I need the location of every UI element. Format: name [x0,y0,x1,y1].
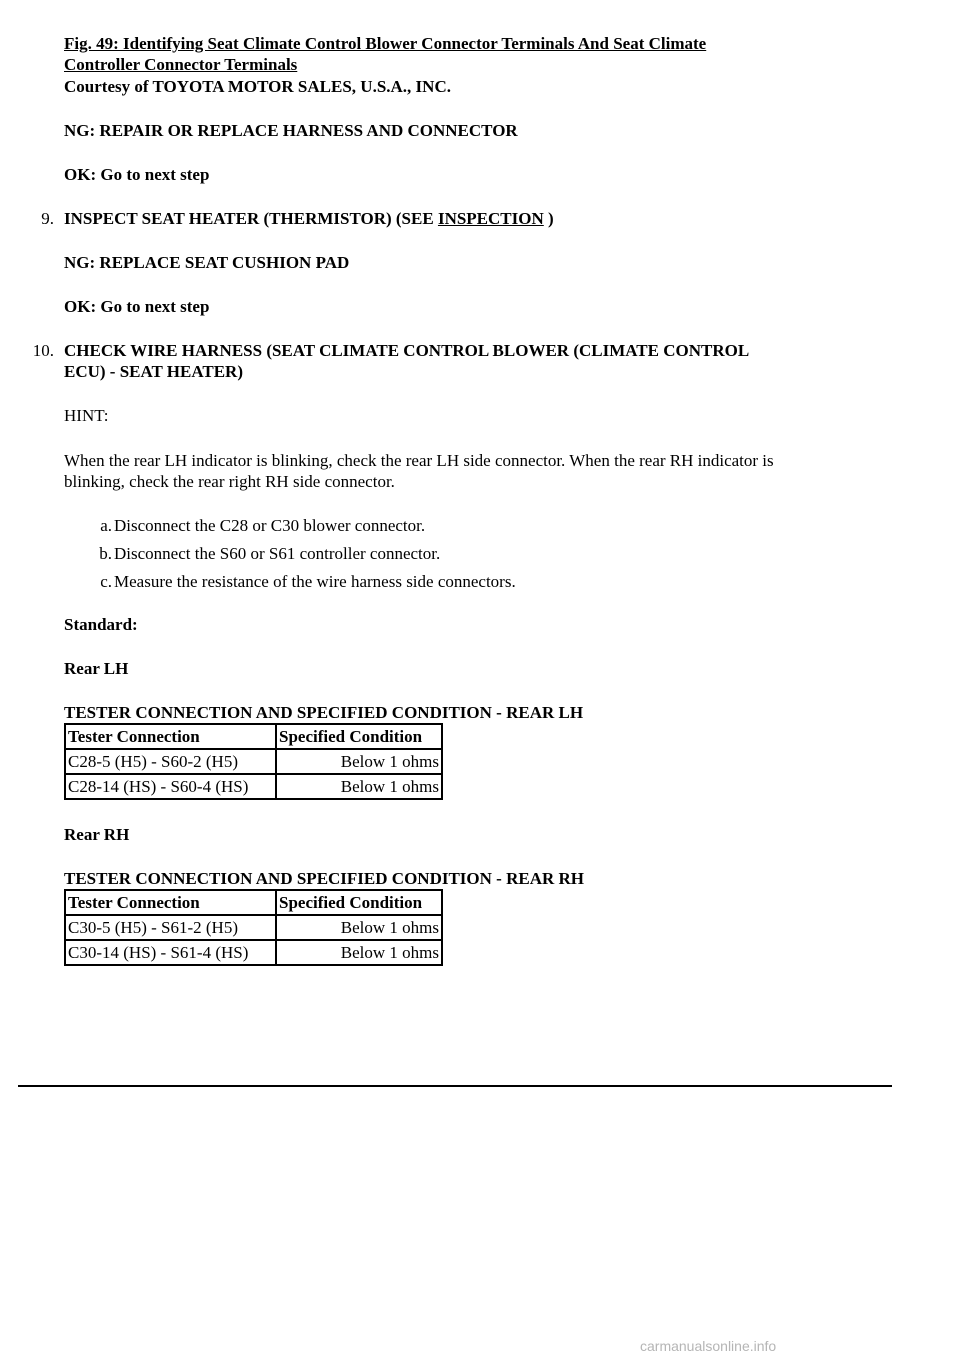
rear-lh-label: Rear LH [64,659,129,678]
hint-label: HINT: [64,406,109,425]
substep-b-marker: b. [99,544,112,563]
step8-ok-result: OK: Go to next step [64,165,210,184]
step10-title-line2: ECU) - SEAT HEATER) [64,362,243,381]
figure-courtesy: Courtesy of TOYOTA MOTOR SALES, U.S.A., INC. [64,77,451,96]
rear-lh-table-title: TESTER CONNECTION AND SPECIFIED CONDITION - REAR LH [64,703,584,722]
step8-ng-result: NG: REPAIR OR REPLACE HARNESS AND CONNECTOR [64,121,518,140]
rear-rh-table-title: TESTER CONNECTION AND SPECIFIED CONDITION - REAR RH [64,869,584,888]
specified-condition-cell: Below 1 ohms [276,749,442,774]
step9-ng-result: NG: REPLACE SEAT CUSHION PAD [64,253,350,272]
table-header-row [65,724,442,749]
standard-label: Standard: [64,615,138,634]
substep-a-marker: a. [100,516,112,535]
step10-title-line1: CHECK WIRE HARNESS (SEAT CLIMATE CONTROL BLOWER (CLIMATE CONTROL [64,341,750,360]
table-row [65,915,442,940]
step9-title-suffix: ) [543,209,554,228]
header-specified-condition: Specified Condition [276,890,442,915]
step9-title-prefix: INSPECT SEAT HEATER (THERMISTOR) (SEE [64,209,438,228]
figure-caption-line2: Controller Connector Terminals [64,55,298,74]
step9-title [64,208,554,229]
tester-connection-cell: C28-14 (HS) - S60-4 (HS) [65,774,276,799]
rear-rh-spec-table [64,889,443,966]
tester-connection-cell: C30-5 (H5) - S61-2 (H5) [65,915,276,940]
substep-c-text: Measure the resistance of the wire harness side connectors. [114,572,516,591]
table-row [65,774,442,799]
inspection-link[interactable]: INSPECTION [437,209,544,228]
tester-connection-cell: C28-5 (H5) - S60-2 (H5) [65,749,276,774]
table-row [65,749,442,774]
table-row [65,940,442,965]
header-specified-condition: Specified Condition [276,724,442,749]
header-tester-connection: Tester Connection [65,724,276,749]
substep-b-text: Disconnect the S60 or S61 controller connector. [114,544,441,563]
hint-text-line1: When the rear LH indicator is blinking, check the rear LH side connector. When the rear RH indicator is [64,451,774,470]
step9-number: 9. [41,209,54,228]
hint-text-line2: blinking, check the rear right RH side connector. [64,472,395,491]
watermark: carmanualsonline.info [640,1338,777,1354]
rear-lh-spec-table [64,723,443,800]
step9-ok-result: OK: Go to next step [64,297,210,316]
tester-connection-cell: C30-14 (HS) - S61-4 (HS) [65,940,276,965]
step10-number: 10. [32,341,54,360]
table-header-row [65,890,442,915]
specified-condition-cell: Below 1 ohms [276,940,442,965]
specified-condition-cell: Below 1 ohms [276,774,442,799]
page-divider [18,1085,892,1087]
header-tester-connection: Tester Connection [65,890,276,915]
figure-caption-line1: Fig. 49: Identifying Seat Climate Control Blower Connector Terminals And Seat Climate [64,34,707,53]
substep-a-text: Disconnect the C28 or C30 blower connector. [114,516,426,535]
specified-condition-cell: Below 1 ohms [276,915,442,940]
rear-rh-label: Rear RH [64,825,130,844]
substep-c-marker: c. [100,572,112,591]
